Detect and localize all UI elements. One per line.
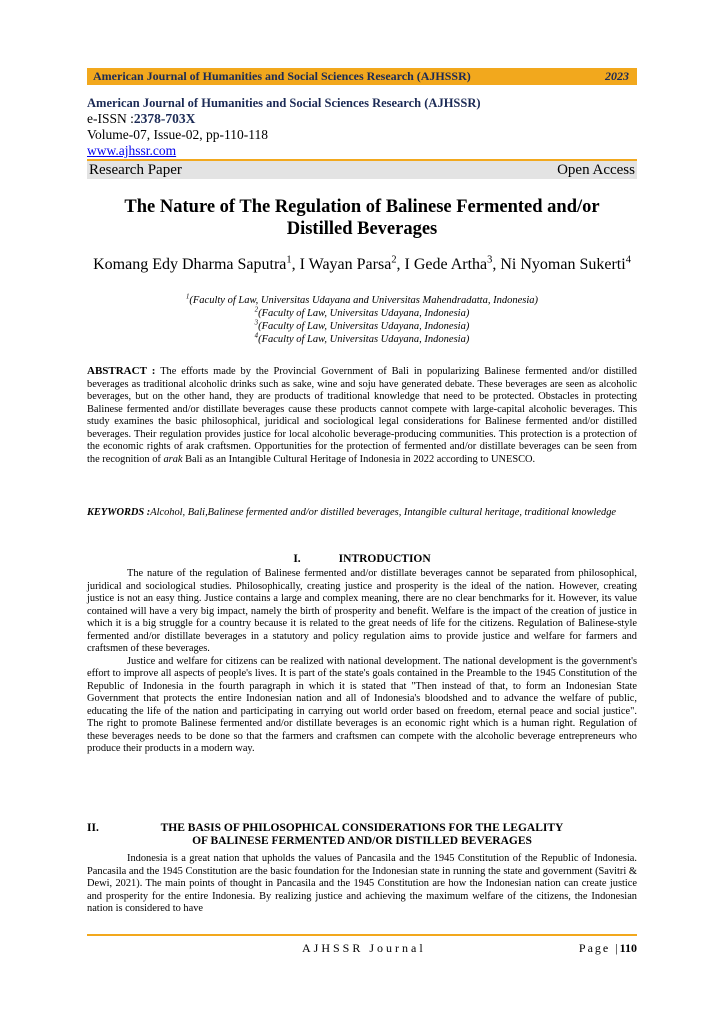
author-sup: 4: [625, 254, 631, 266]
affiliation: [87, 294, 637, 307]
title-line-1: The Nature of The Regulation of Balinese Fermented and/or: [124, 197, 600, 217]
affiliation-sup: 4: [254, 332, 259, 340]
issn-label: e-ISSN :: [87, 111, 134, 126]
author-list: Komang Edy Dharma Saputra$^1$, I Wayan Parsa$^2$, I Gede Artha$^3$, Ni Nyoman Sukerti$^4$: [93, 254, 631, 273]
section-title: INTRODUCTION: [338, 553, 431, 565]
keywords: [87, 507, 637, 520]
affiliation-text: (Faculty of Law, Universitas Udayana, Indonesia): [258, 308, 470, 319]
paragraph: Indonesia is a great nation that upholds the values of Pancasila and the 1945 Constitution of the Republic of Indonesia. Pancasila and the 1945 Constitution are the basic foundation for the Indonesian state in running the state and government (Savitri & Dewi, 2021). The main points of thought in Pancasila and the 1945 Constitution are how the Indonesian nation can create justice and prosperity for the entire Indonesia. By realizing justice and achieving the maximum welfare of the citizens, the Indonesian nation is considered to have: [87, 853, 637, 914]
author-sup: 3: [487, 254, 493, 266]
access-type: Open Access: [557, 161, 635, 178]
author: I Gede Artha: [404, 256, 488, 273]
section-number: II.: [87, 822, 99, 834]
paper-type-bar: [87, 159, 637, 179]
website-link[interactable]: www.ajhssr.com: [87, 143, 177, 158]
author: Ni Nyoman Sukerti: [500, 256, 626, 273]
paragraph: The nature of the regulation of Balinese fermented and/or distillate beverages cannot be separated from philosophical, juridical and sociological studies. Philosophically, creating justice and prosperity is the ideal of the nation. However, creating justice is not an easy thing. Justice contains a large and complex meaning, there are no clear benchmarks for it. However, its value contained will have a very big impact, namely the birth of prosperity and benefit. Welfare is the impact of the creation of justice in which it is a big struggle for a country because it is related to the great needs of life for the citizens. Regulation of Balinese-style fermented and/or distillate beverages in a statutory and policy regulation aims to provide justice and welfare for farmers and craftsmen of these beverages.: [87, 568, 637, 654]
abstract-italic: arak: [163, 453, 183, 465]
author: Komang Edy Dharma Saputra: [93, 256, 287, 273]
banner-year: 2023: [605, 69, 629, 83]
section-title-line-2: OF BALINESE FERMENTED AND/OR DISTILLED BEVERAGES: [192, 835, 532, 847]
affiliation-list: [87, 294, 637, 346]
banner-title: American Journal of Humanities and Social Sciences Research (AJHSSR): [93, 69, 471, 83]
issn-value: 2378-703X: [133, 111, 196, 126]
issn-line: [87, 111, 637, 127]
title-line-2: Distilled Beverages: [286, 219, 438, 239]
author-sup: 1: [286, 254, 292, 266]
journal-name: American Journal of Humanities and Social Sciences Research (AJHSSR): [87, 96, 481, 110]
section-2-body: [87, 853, 637, 916]
introduction-body: [87, 568, 637, 756]
affiliation-sup: 2: [254, 306, 259, 314]
abstract-text: The efforts made by the Provincial Government of Bali in popularizing Balinese fermented and/or distilled beverages as traditional alcoholic drinks such as sake, wine and soju have generated debate. These beverages are seen as alcoholic beverages, but on the other hand, they are products of traditional knowledge that need to be protected. Obstacles in protecting Balinese fermented and/or distillate beverages cause these products cannot compete with large-capital alcoholic beverages. This study examines the basic philosophical, juridical and sociological legal considerations for Balinese fermented and/or distilled beverages. Their regulation provides justice for local alcoholic beverage-producing communities. This protection is a protection of the economic rights of arak craftsmen. Opportunities for the protection of fermented and/or distillate beverages can be seen from the recognition of: [87, 366, 637, 465]
journal-info: [87, 95, 637, 159]
journal-banner: [87, 68, 637, 85]
author: I Wayan Parsa: [299, 256, 392, 273]
affiliation-sup: 3: [254, 319, 259, 327]
keywords-label: KEYWORDS :: [87, 507, 151, 518]
page-footer: [87, 941, 637, 957]
affiliation: [87, 320, 637, 333]
affiliation-sup: 1: [185, 293, 190, 301]
abstract: [87, 365, 637, 466]
author-sup: 2: [391, 254, 397, 266]
paper-type: Research Paper: [89, 161, 182, 178]
section-title-line-1: THE BASIS OF PHILOSOPHICAL CONSIDERATIONS FOR THE LEGALITY: [160, 822, 564, 834]
section-number: I.: [293, 553, 301, 565]
abstract-text-end: Bali as an Intangible Cultural Heritage of Indonesia in 2022 according to UNESCO.: [182, 453, 536, 465]
page-label: Page |: [578, 941, 620, 955]
affiliation-text: (Faculty of Law, Universitas Udayana, Indonesia): [258, 321, 470, 332]
section-1-heading: [87, 553, 637, 566]
affiliation-text: (Faculty of Law, Universitas Udayana and Universitas Mahendradatta, Indonesia): [189, 295, 538, 306]
footer-page: [579, 941, 637, 956]
keywords-text: Alcohol, Bali,Balinese fermented and/or distilled beverages, Intangible cultural heritage, traditional knowledge: [150, 507, 617, 518]
paragraph: Justice and welfare for citizens can be realized with national development. The national development is the government's effort to improve all aspects of people's lives. It is part of the state's goals contained in the Preamble to the 1945 Constitution of the Republic of Indonesia in the fourth paragraph in which it is stated that "Then instead of that, to form an Indonesian State Government that protects the entire Indonesian nation and all of Indonesia's bloodshed and to advance the welfare of public, educating the life of the nation and participating in carrying out world order based on freedom, eternal peace and social justice". The right to promote Balinese fermented and/or distillate beverages is an economic right which is a human right. Regulation of these beverages needs to be done so that the farmers and craftsmen can compete with the alcoholic beverage entrepreneurs who produce their products in a modern way.: [87, 655, 637, 754]
section-title: [87, 822, 637, 848]
affiliation: [87, 307, 637, 320]
footer-rule: [87, 934, 637, 936]
paper-title: [87, 196, 637, 240]
affiliation-text: (Faculty of Law, Universitas Udayana, Indonesia): [258, 334, 470, 345]
affiliation: [87, 333, 637, 346]
page-number: 110: [619, 941, 637, 955]
volume-line: Volume-07, Issue-02, pp-110-118: [87, 127, 268, 142]
abstract-label: ABSTRACT :: [87, 365, 156, 377]
footer-journal: AJHSSR Journal: [302, 941, 426, 955]
